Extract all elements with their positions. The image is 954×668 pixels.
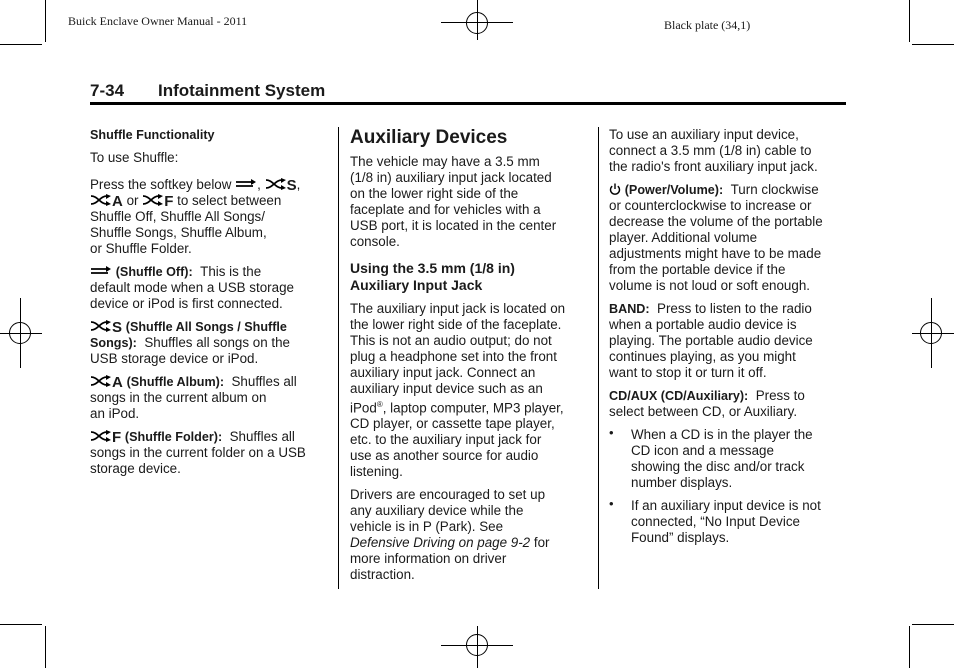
shuffle-all-songs-entry: S (Shuffle All Songs / Shuffle Songs): Shuffles all songs on the USB storage device or iPod. (90, 319, 290, 366)
document-title: Buick Enclave Owner Manual - 2011 (68, 14, 248, 28)
shuffle-album-icon: A (112, 193, 123, 210)
column-controls (609, 127, 849, 546)
shuffle-album-entry: A (Shuffle Album): Shuffles all songs in the current album on an iPod. (90, 374, 297, 421)
auxiliary-intro: The vehicle may have a 3.5 mm (1/8 in) auxiliary input jack located on the lower right side of the faceplate and for vehicles with a USB port, it is located in the center console. (350, 154, 557, 249)
column-auxiliary-devices (350, 127, 590, 583)
cable-paragraph: To use an auxiliary input device, connect a 3.5 mm (1/8 in) cable to the radio's front auxiliary input jack. (609, 127, 818, 174)
shuffle-icon (90, 320, 112, 332)
shuffle-icon (90, 430, 112, 442)
input-jack-subheading: Using the 3.5 mm (1/8 in) Auxiliary Input Jack (350, 260, 515, 293)
power-volume-entry: (Power/Volume): Turn clockwise or counterclockwise to increase or decrease the volume of the portable player. Additional volume adjustments might have to be made from the portable device if the volume is not loud or soft enough. (609, 182, 823, 293)
bullet-icon: • (609, 425, 614, 440)
section-rule (90, 102, 846, 105)
shuffle-icon (90, 194, 112, 206)
section-title: Infotainment System (158, 81, 326, 100)
shuffle-icon (90, 375, 112, 387)
defensive-driving-link[interactable]: Defensive Driving on page 9-2 (350, 535, 531, 551)
band-entry: BAND: Press to listen to the radio when a portable audio device is playing. The portable audio device continues playing, as you might want to stop it or turn it off. (609, 301, 813, 380)
section-heading (90, 81, 325, 101)
driver-distraction-paragraph: Drivers are encouraged to set up any auxiliary device while the vehicle is in P (Park). See Defensive Driving on page 9-2 for more information on driver distraction. (350, 487, 550, 583)
input-jack-paragraph: The auxiliary input jack is located on the lower right side of the faceplate. This is not an audio output; do not plug a headphone set into the front auxiliary input jack. Connect an auxiliary input device such as an iPod®, laptop computer, MP3 player, CD player, or cassette tape player, etc. to the auxiliary input jack for use as another source for audio listening. (350, 301, 566, 480)
shuffle-all-songs-icon: S (286, 177, 297, 194)
column-divider (338, 127, 339, 589)
cd-aux-entry: CD/AUX (CD/Auxiliary): Press to select between CD, or Auxiliary. (609, 388, 805, 419)
shuffle-instructions: Press the softkey below , S, A or F to select between Shuffle Off, Shuffle All Songs/ Shuffle Songs, Shuffle Album, or Shuffle Folder. (90, 177, 301, 256)
list-item: • When a CD is in the player the CD icon and a message showing the disc and/or track number displays. (609, 425, 813, 490)
section-number: 7-34 (90, 81, 125, 100)
shuffle-off-entry: (Shuffle Off): This is the default mode when a USB storage device or iPod is first connected. (90, 264, 294, 311)
shuffle-off-icon (235, 178, 257, 190)
list-item: • If an auxiliary input device is not connected, “No Input Device Found” displays. (609, 496, 821, 545)
shuffle-off-icon (90, 265, 112, 277)
plate-label: Black plate (34,1) (664, 18, 751, 32)
power-icon (609, 183, 621, 196)
shuffle-icon (265, 178, 287, 190)
shuffle-intro: To use Shuffle: (90, 150, 179, 165)
shuffle-icon (142, 194, 164, 206)
shuffle-heading: Shuffle Functionality (90, 128, 215, 142)
shuffle-folder-entry: F (Shuffle Folder): Shuffles all songs in the current folder on a USB storage device. (90, 429, 306, 476)
bullet-icon: • (609, 496, 614, 511)
column-divider (598, 127, 599, 589)
auxiliary-devices-heading: Auxiliary Devices (350, 127, 508, 148)
shuffle-folder-icon: F (164, 193, 174, 210)
column-shuffle (90, 127, 332, 477)
